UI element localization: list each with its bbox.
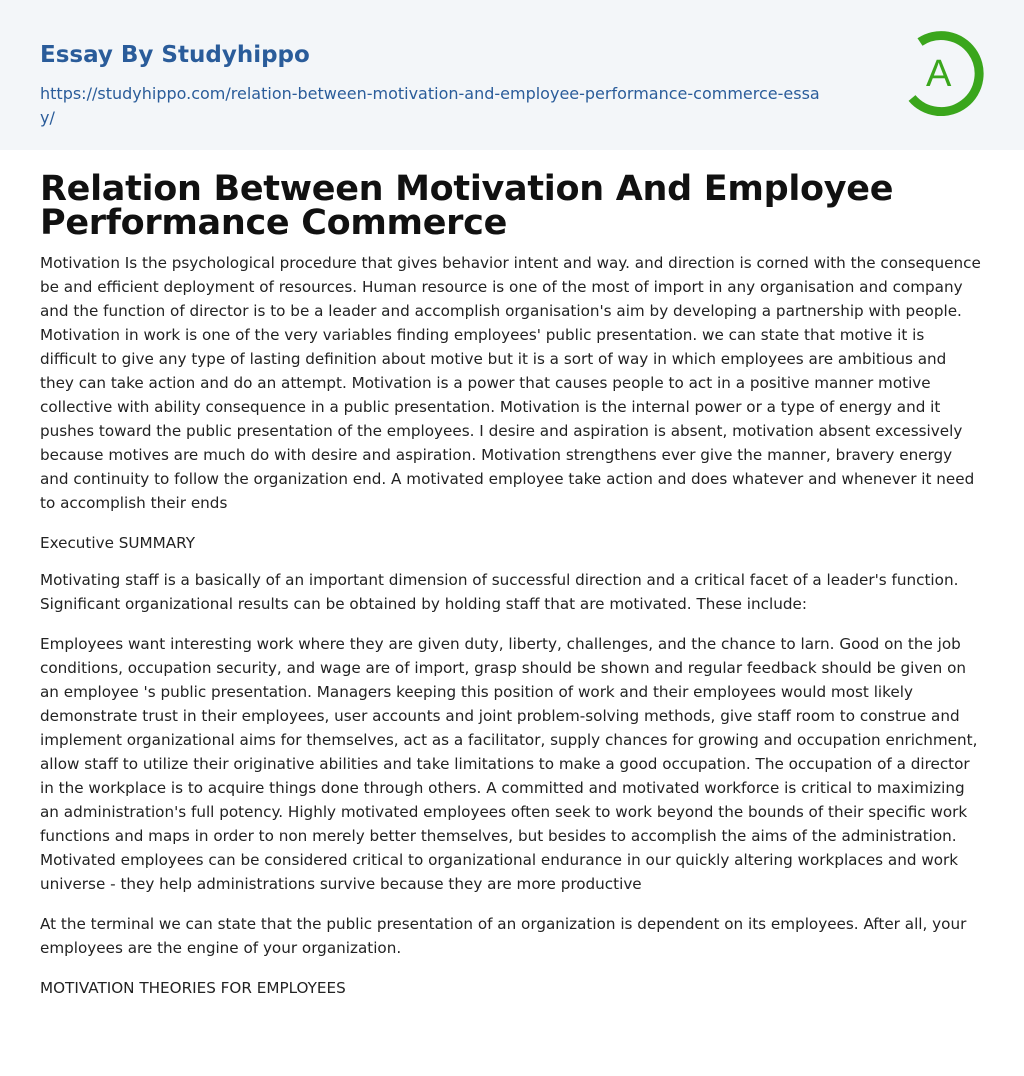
paragraph-intro: Motivation Is the psychological procedure that gives behavior intent and way. and direction is corned with the consequence be and efficient deployment of resources. Human resource is one of the most of import in any organisation and company and the function of director is to be a leader and accomplish organisation's aim by developing a partnership with people. Motivation in work is one of the very variables finding employees' public presentation. we can state that motive it is difficult to give any type of lasting definition about motive but it is a sort of way in which employees are ambitious and they can take action and do an attempt. Motivation is a power that causes people to act in a positive manner motive collective with ability consequence in a public presentation. Motivation is the internal power or a type of energy and it pushes toward the public presentation of the employees. I desire and aspiration is absent, motivation absent excessively because motives are much do with desire and aspiration. Motivation strengthens ever give the manner, bravery energy and continuity to follow the organization end. A motivated employee take action and does whatever and whenever it need to accomplish their ends (40, 254, 981, 512)
logo-letter: A (926, 53, 952, 95)
essay-content (0, 150, 1024, 1000)
paragraph-summary: Motivating staff is a basically of an important dimension of successful direction and a critical facet of a leader's function. Significant organizational results can be obtained by holding staff that are motivated. These include: (40, 571, 959, 613)
paragraph-employees: Employees want interesting work where they are given duty, liberty, challenges, and the chance to larn. Good on the job conditions, occupation security, and wage are of import, grasp should be shown and regular feedback should be given on an employee 's public presentation. Managers keeping this position of work and their employees would most likely demonstrate trust in their employees, user accounts and joint problem-solving methods, give staff room to construe and implement organizational aims for themselves, act as a facilitator, supply chances for growing and occupation enrichment, allow staff to utilize their originative abilities and take limitations to make a good occupation. The occupation of a director in the workplace is to acquire things done through others. A committed and motivated workforce is critical to maximizing an administration's full potency. Highly motivated employees often seek to work beyond the bounds of their specific work functions and maps in order to non merely better themselves, but besides to accomplish the aims of the administration. Motivated employees can be considered critical to organizational endurance in our quickly altering workplaces and work universe - they help administrations survive because they are more productive (40, 635, 978, 893)
studyhippo-logo-icon[interactable] (898, 28, 986, 116)
essay-url-link[interactable]: https://studyhippo.com/relation-between-motivation-and-employee-performance-commerce-essay/ (40, 84, 820, 127)
page-title: Relation Between Motivation And Employee Performance Commerce (40, 169, 894, 243)
brand-title[interactable]: Essay By Studyhippo (40, 42, 310, 68)
section-heading-motivation-theories: MOTIVATION THEORIES FOR EMPLOYEES (40, 979, 346, 997)
paragraph-conclusion: At the terminal we can state that the public presentation of an organization is dependent on its employees. After all, your employees are the engine of your organization. (40, 915, 967, 957)
site-header (0, 0, 1024, 150)
section-heading-executive-summary: Executive SUMMARY (40, 534, 195, 552)
